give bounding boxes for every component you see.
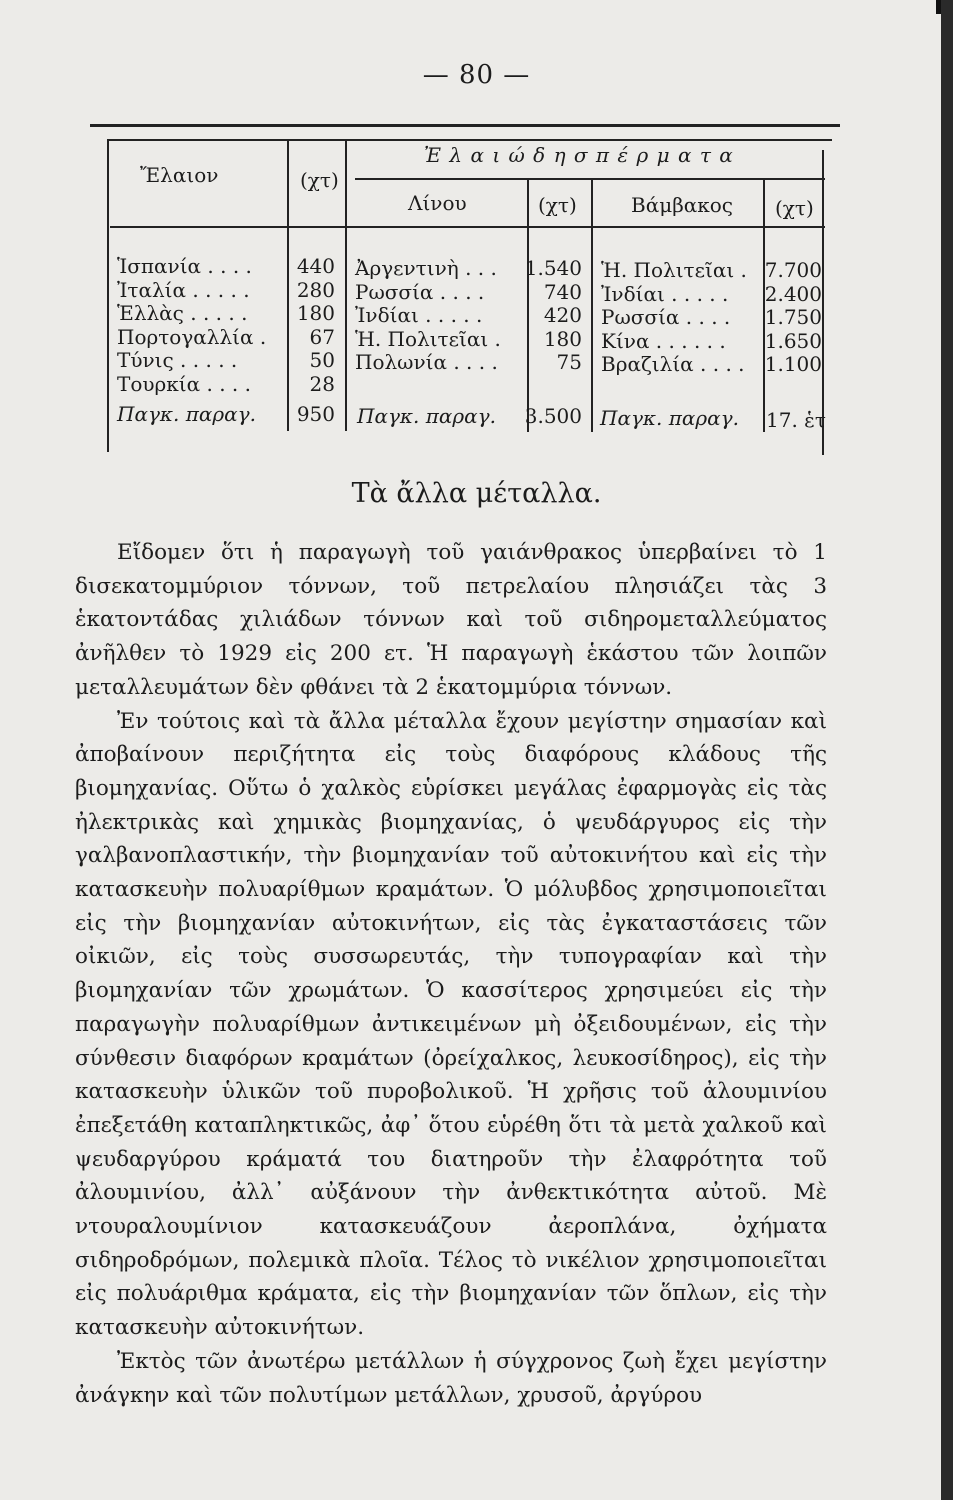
table-cell: Ἡ. Πολιτεῖαι . <box>601 258 747 282</box>
table-cell: Ἰνδίαι . . . . . <box>601 281 729 306</box>
table-cell: Τουρκία . . . . <box>117 371 252 396</box>
table-cell: Τύνις . . . . . <box>117 348 238 372</box>
table-cell: Πορτογαλλία . <box>117 324 267 349</box>
paragraph: Ἐκτὸς τῶν ἀνωτέρω μετάλλων ἡ σύγχρονος ζωὴ ἔχει μεγίστην ἀνάγκην καὶ τῶν πολυτίμων μετάλλων, χρυσοῦ, ἀργύρου <box>75 1348 827 1408</box>
table-cell: 180 <box>543 326 582 351</box>
table-cell: Ρωσσία . . . . <box>601 305 731 329</box>
linseed-total-value: 3.500 <box>524 404 582 428</box>
table-cell: Ἰνδίαι . . . . . <box>355 303 483 327</box>
table-cell: Πολωνία . . . . <box>355 350 498 374</box>
table-cell: 28 <box>309 371 335 396</box>
table-cell: 2.400 <box>764 281 822 306</box>
table-cell: Ἡ. Πολιτεῖαι . <box>355 326 501 351</box>
table-cell: Ἑλλὰς . . . . . <box>117 301 248 325</box>
table-cell: Ἰταλία . . . . . <box>117 277 250 302</box>
table-cell: 7.700 <box>764 258 822 282</box>
header-linseed-unit: (χτ) <box>538 193 577 217</box>
olive-oil-countries <box>117 255 266 396</box>
table-top-rule <box>90 124 840 127</box>
cotton-total-label: Παγκ. παραγ. <box>600 406 739 430</box>
group-header-rule <box>355 178 825 180</box>
header-linseed: Λίνου <box>408 191 467 215</box>
table-cell: Βραζιλία . . . . <box>601 352 745 376</box>
header-cotton: Βάμβακος <box>631 193 734 217</box>
table-cell: Κίνα . . . . . . <box>601 328 726 353</box>
olive-oil-total-value: 950 <box>296 402 335 426</box>
linseed-total-label: Παγκ. παραγ. <box>357 404 496 428</box>
header-oil: Ἔλαιον <box>140 163 219 187</box>
cotton-countries <box>601 259 747 377</box>
linseed-values <box>512 257 582 375</box>
table-cell: 1.650 <box>764 328 822 353</box>
production-table <box>0 0 953 470</box>
table-cell: Ἱσπανία . . . . <box>117 254 252 278</box>
olive-oil-values <box>288 255 335 396</box>
cotton-values <box>755 259 822 377</box>
paragraph: Ἐν τούτοις καὶ τὰ ἄλλα μέταλλα ἔχουν μεγίστην σημασίαν καὶ ἀποβαίνουν περιζήτητα εἰς τοὺς διαφόρους κλάδους τῆς βιομηχανίας. Οὕτω ὁ χαλκὸς εὑρίσκει μεγάλας ἐφαρμογὰς εἰς τὰς ἠλεκτρικὰς καὶ χημικὰς βιομηχανίας, ὁ ψευδάργυρος εἰς τὴν γαλβανοπλαστικήν, τὴν βιομηχανίαν τοῦ αὐτοκινήτου καὶ εἰς τὴν κατασκευὴν πολυαρίθμων κραμάτων. Ὁ μόλυβδος χρησιμοποιεῖται εἰς τὴν βιομηχανίαν αὐτοκινήτων, εἰς τὰς ἐγκαταστάσεις τῶν οἰκιῶν, εἰς τοὺς συσσωρευτάς, τὴν τυπογραφίαν καὶ τὴν βιομηχανίαν τῶν χρωμάτων. Ὁ κασσίτερος χρησιμεύει εἰς τὴν παραγωγὴν πολυαρίθμων ἀντικειμένων μὴ ὀξειδουμένων, εἰς τὴν σύνθεσιν διαφόρων κραμάτων (ὀρείχαλκος, λευκοσίδηρος), εἰς τὴν κατασκευὴν ὑλικῶν τοῦ πυροβολικοῦ. Ἡ χρῆσις τοῦ ἀλουμινίου ἐπεξετάθη καταπληκτικῶς, ἀφ᾽ ὅτου εὑρέθη ὅτι τὰ μετὰ χαλκοῦ καὶ ψευδαργύρου κράματά του διατηροῦν τὴν ἐλαφρότητα τοῦ ἀλουμινίου, ἀλλ᾽ αὐξάνουν τὴν ἀνθεκτικότητα αὐτοῦ. Μὲ ντουραλουμίνιον κατασκευάζουν ἀεροπλάνα, ὀχήματα σιδηροδρόμων, πολεμικὰ πλοῖα. Τέλος τὸ νικέλιον χρησιμοποιεῖται εἰς πολυάριθμα κράματα, εἰς τὴν βιομηχανίαν τῶν ὅπλων, εἰς τὴν κατασκευὴν αὐτοκινήτων. <box>75 708 827 1341</box>
table-cell: 280 <box>296 277 335 302</box>
olive-oil-total-label: Παγκ. παραγ. <box>117 402 256 426</box>
table-cell: 180 <box>296 301 335 325</box>
table-cell: 67 <box>309 324 335 349</box>
table-cell: 1.100 <box>764 352 822 376</box>
divider-linseed-cotton <box>591 180 593 432</box>
header-oil-unit: (χτ) <box>300 168 339 192</box>
table-cell: 740 <box>543 279 582 304</box>
cotton-total-value: 17. ἑτ <box>766 408 826 432</box>
table-cell: 1.750 <box>764 305 822 329</box>
paragraph: Εἴδομεν ὅτι ἡ παραγωγὴ τοῦ γαιάνθρακος ὑπερβαίνει τὸ 1 δισεκατομμύριον τόννων, τοῦ πετρελαίου πλησιάζει τὰς 3 ἑκατοντάδας χιλιάδων τόννων καὶ τοῦ σιδηρομεταλλεύματος ἀνῆλθεν τὸ 1929 εἰς 200 ετ. Ἡ παραγωγὴ ἑκάστου τῶν λοιπῶν μεταλλευμάτων δὲν φθάνει τὰ 2 ἑκατομμύρια τόννων. <box>75 540 827 700</box>
table-cell: Ἀργεντινὴ . . . <box>355 256 497 280</box>
table-cell: 50 <box>309 348 335 372</box>
page-number: — 80 — <box>422 60 531 90</box>
header-oilseeds: Ἐ λ α ι ώ δ η σ π έ ρ μ α τ α <box>424 143 734 167</box>
table-top-rule-inner <box>107 139 832 141</box>
body-text <box>75 536 827 1412</box>
section-heading: Τὰ ἄλλα μέταλλα. <box>351 478 602 509</box>
header-bottom-rule <box>110 226 825 228</box>
divider-oil-linseed <box>345 139 347 431</box>
table-left-border <box>107 139 109 452</box>
header-cotton-unit: (χτ) <box>775 196 814 220</box>
table-cell: 1.540 <box>524 256 582 280</box>
table-cell: 420 <box>543 303 582 327</box>
linseed-countries <box>355 257 501 375</box>
table-cell: Ρωσσία . . . . <box>355 279 485 304</box>
table-cell: 440 <box>296 254 335 278</box>
table-cell: 75 <box>556 350 582 374</box>
